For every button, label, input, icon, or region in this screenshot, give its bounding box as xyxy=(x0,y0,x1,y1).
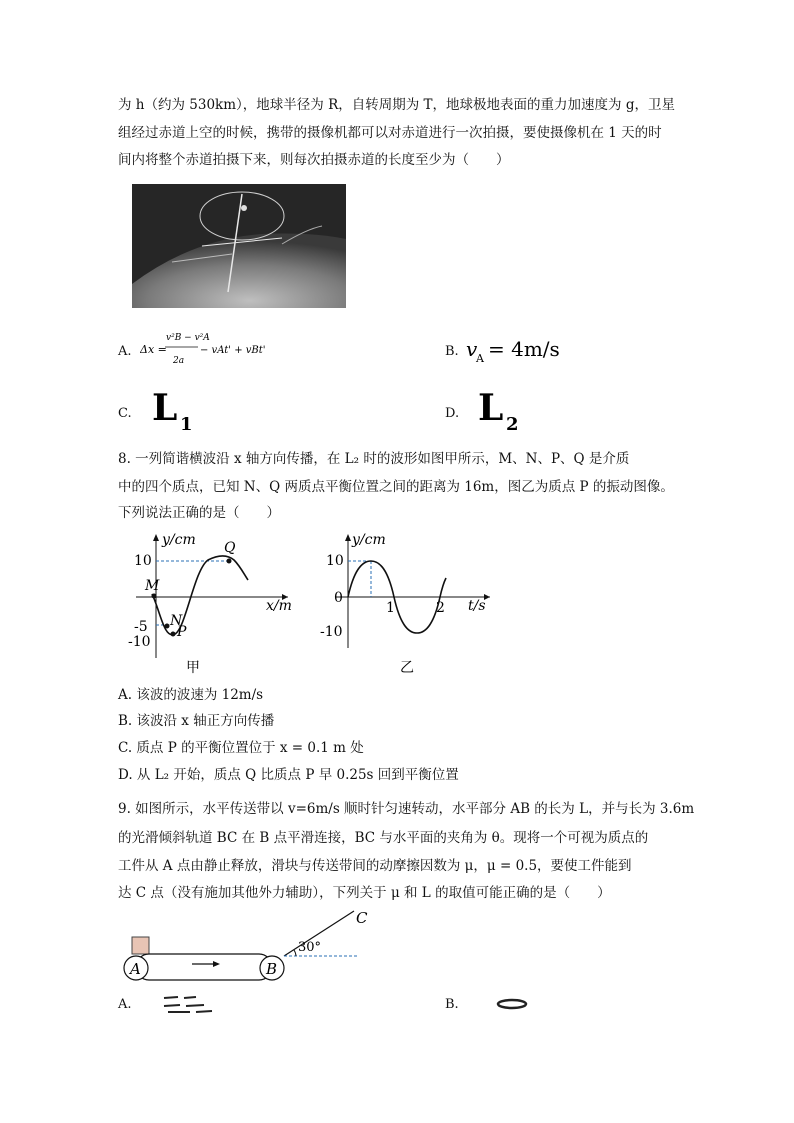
q7-option-c-formula xyxy=(152,390,232,436)
label-C: C xyxy=(356,909,368,927)
jia-xaxis-label: x/m xyxy=(266,598,292,614)
yi-yaxis-label: y/cm xyxy=(352,532,386,548)
q7-option-d-formula xyxy=(478,390,558,436)
svg-text:L: L xyxy=(152,390,178,429)
jia-caption: 甲 xyxy=(186,660,200,676)
yi-caption: 乙 xyxy=(400,660,414,676)
yi-tick-2: 2 xyxy=(436,600,445,616)
yi-tick-0: 0 xyxy=(334,590,343,606)
yi-tick-10: 10 xyxy=(326,553,344,569)
svg-text:v: v xyxy=(466,337,478,361)
q9-option-b-label: B. xyxy=(445,997,459,1012)
q8-text-line-1: 8. 一列简谐横波沿 x 轴方向传播，在 L₂ 时的波形如图甲所示，M、N、P、Q 是介质 xyxy=(118,451,630,467)
svg-text:L: L xyxy=(478,390,504,429)
q9-option-b-formula-scribble xyxy=(494,996,534,1016)
point-label-Q: Q xyxy=(224,540,236,556)
q7-option-c-label: C. xyxy=(118,406,132,421)
point-label-M: M xyxy=(145,578,160,594)
svg-text:1: 1 xyxy=(180,414,193,432)
vibration-graph-yi xyxy=(318,530,498,684)
q8-option-d: D. 从 L₂ 开始，质点 Q 比质点 P 早 0.25s 回到平衡位置 xyxy=(118,767,459,783)
svg-text:= 4m/s: = 4m/s xyxy=(488,337,560,361)
satellite-orbit-photo xyxy=(132,184,346,308)
q8-text-line-2: 中的四个质点，已知 N、Q 两质点平衡位置之间的距离为 16m，图乙为质点 P 的振动图像。 xyxy=(118,479,674,495)
q7-option-d-label: D. xyxy=(445,406,460,421)
q7-text-line-1: 为 h（约为 530km），地球半径为 R，自转周期为 T，地球极地表面的重力加速度为 g，卫星 xyxy=(118,97,675,113)
jia-tick-10: 10 xyxy=(134,553,152,569)
svg-text:Δx =: Δx = xyxy=(140,343,167,356)
q9-option-a-label: A. xyxy=(118,997,132,1012)
svg-text:2: 2 xyxy=(506,414,519,432)
q7-option-b-formula xyxy=(466,332,566,370)
jia-tick-neg10: -10 xyxy=(128,634,151,650)
yi-xaxis-label: t/s xyxy=(468,598,486,614)
yi-tick-neg10: -10 xyxy=(320,624,343,640)
jia-yaxis-label: y/cm xyxy=(162,532,196,548)
q9-option-a-formula-scribble xyxy=(160,992,220,1020)
q7-option-b-label: B. xyxy=(445,344,459,359)
point-label-P: P xyxy=(177,624,187,640)
svg-text:− vAt' + vBt': − vAt' + vBt' xyxy=(200,345,266,356)
label-A: A xyxy=(130,960,141,978)
q8-option-b: B. 该波沿 x 轴正方向传播 xyxy=(118,713,275,729)
q7-text-line-2: 组经过赤道上空的时候，携带的摄像机都可以对赤道进行一次拍摄，要使摄像机在 1 天的时 xyxy=(118,125,662,141)
svg-text:v²B − v²A: v²B − v²A xyxy=(166,333,210,343)
q7-option-a-formula xyxy=(140,325,280,379)
q9-text-line-1: 9. 如图所示，水平传送带以 v=6m/s 顺时针匀速转动，水平部分 AB 的长为 L，并与长为 3.6m xyxy=(118,801,695,817)
q7-text-line-3: 间内将整个赤道拍摄下来，则每次拍摄赤道的长度至少为（ ） xyxy=(118,152,510,168)
wave-graph-jia xyxy=(128,530,298,684)
q8-option-c: C. 质点 P 的平衡位置位于 x = 0.1 m 处 xyxy=(118,740,364,756)
q9-text-line-4: 达 C 点（没有施加其他外力辅助），下列关于 μ 和 L 的取值可能正确的是（ ） xyxy=(118,885,611,901)
label-B: B xyxy=(266,960,278,978)
q7-option-a-label: A. xyxy=(118,344,132,359)
q8-text-line-3: 下列说法正确的是（ ） xyxy=(118,505,280,521)
jia-tick-neg5: -5 xyxy=(134,619,148,635)
angle-label: 30° xyxy=(298,940,322,955)
q8-option-a: A. 该波的波速为 12m/s xyxy=(118,687,264,703)
q9-text-line-3: 工件从 A 点由静止释放，滑块与传送带间的动摩擦因数为 μ，μ = 0.5，要使工件能到 xyxy=(118,858,632,874)
conveyor-belt-figure xyxy=(118,905,378,994)
q9-text-line-2: 的光滑倾斜轨道 BC 在 B 点平滑连接，BC 与水平面的夹角为 θ。现将一个可视为质点的 xyxy=(118,830,649,846)
svg-text:A: A xyxy=(476,352,484,365)
point-label-N: N xyxy=(170,613,183,629)
yi-tick-1: 1 xyxy=(386,600,395,616)
svg-text:2a: 2a xyxy=(173,356,185,366)
